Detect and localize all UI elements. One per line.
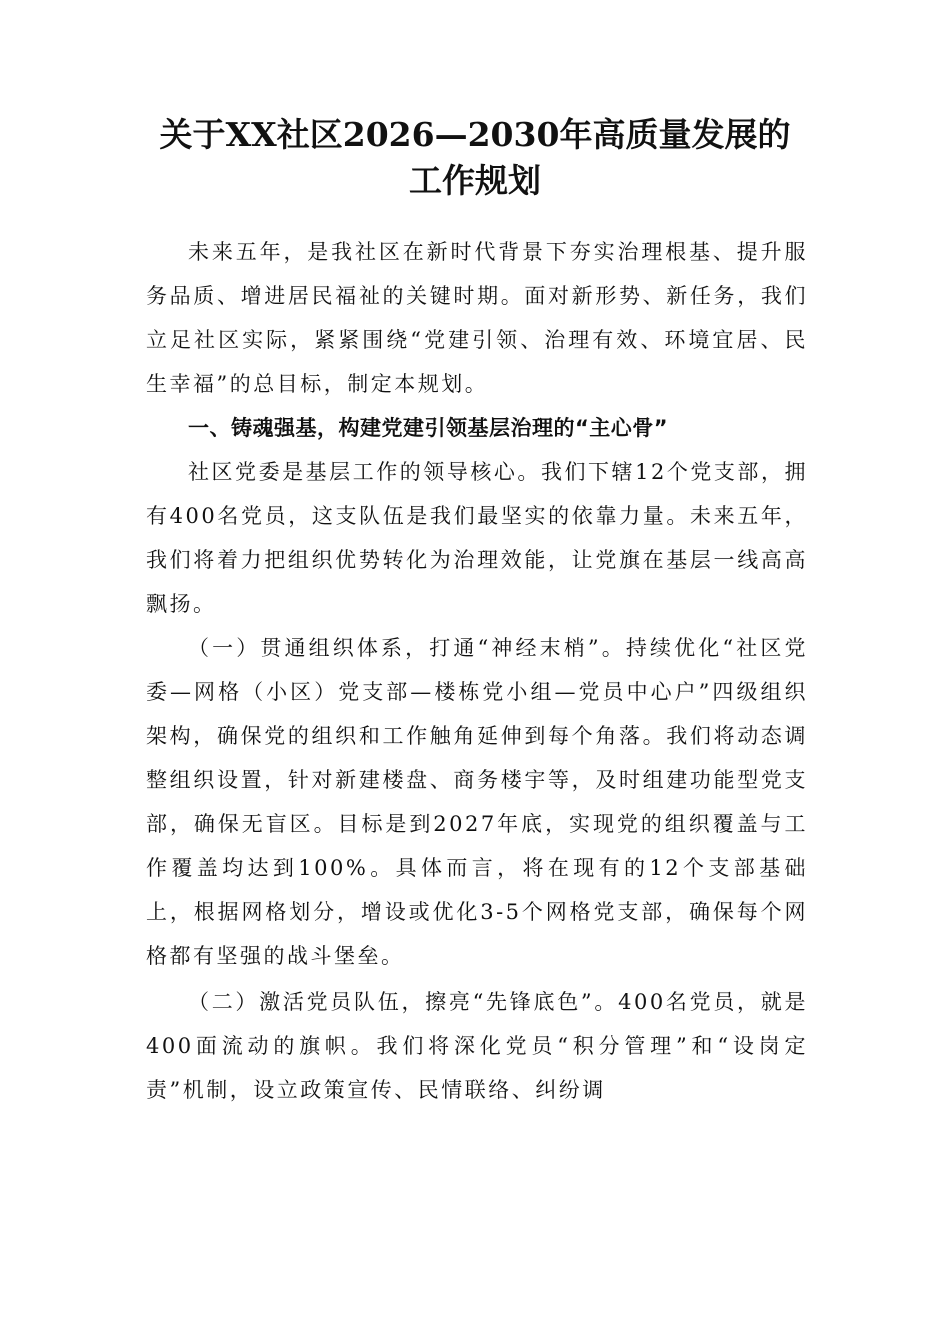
title-line-2: 工作规划 [409, 161, 541, 200]
document-title [140, 112, 810, 204]
item-2-paragraph: （二）激活党员队伍，擦亮“先锋底色”。400名党员，就是400面流动的旗帜。我们将深化党员“积分管理”和“设岗定责”机制，设立政策宣传、民情联络、纠纷调 [146, 990, 808, 1102]
intro-paragraph: 未来五年，是我社区在新时代背景下夯实治理根基、提升服务品质、增进居民福祉的关键时期。面对新形势、新任务，我们立足社区实际，紧紧围绕“党建引领、治理有效、环境宜居、民生幸福”的总目标，制定本规划。 [146, 240, 808, 396]
section1-intro-paragraph: 社区党委是基层工作的领导核心。我们下辖12个党支部，拥有400名党员，这支队伍是我们最坚实的依靠力量。未来五年，我们将着力把组织优势转化为治理效能，让党旗在基层一线高高飘扬。 [146, 460, 808, 616]
document-body [146, 230, 808, 1112]
item-1-paragraph: （一）贯通组织体系，打通“神经末梢”。持续优化“社区党委—网格（小区）党支部—楼栋党小组—党员中心户”四级组织架构，确保党的组织和工作触角延伸到每个角落。我们将动态调整组织设置，针对新建楼盘、商务楼宇等，及时组建功能型党支部，确保无盲区。目标是到2027年底，实现党的组织覆盖与工作覆盖均达到100%。具体而言，将在现有的12个支部基础上，根据网格划分，增设或优化3-5个网格党支部，确保每个网格都有坚强的战斗堡垒。 [146, 636, 808, 968]
section-heading-1: 一、铸魂强基，构建党建引领基层治理的“主心骨” [188, 416, 669, 440]
title-line-1: 关于XX社区2026—2030年高质量发展的 [159, 115, 791, 154]
